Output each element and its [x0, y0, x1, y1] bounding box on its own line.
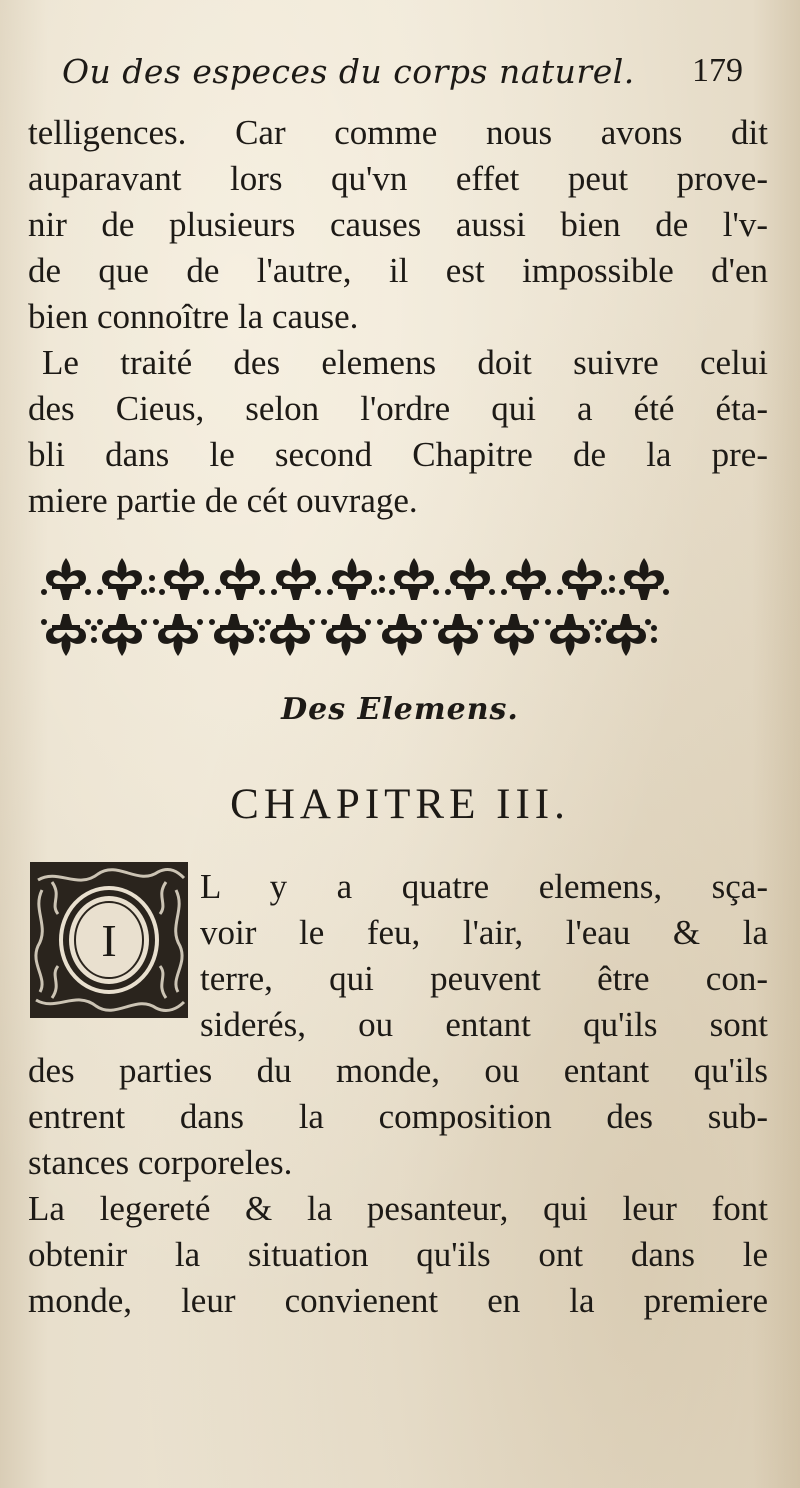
- text-line: stances corporeles.: [28, 1143, 293, 1182]
- paragraph-3: [28, 1048, 768, 1186]
- page-number: 179: [692, 52, 743, 89]
- drop-cap: [28, 860, 190, 1020]
- text-line: La legereté & la pesanteur, qui leur font: [28, 1189, 768, 1228]
- chapter-heading: CHAPITRE III.: [230, 781, 570, 828]
- paragraph-1: [28, 110, 768, 340]
- text-line: bien connoître la cause.: [28, 297, 359, 336]
- running-head: Ou des especes du corps naturel.: [62, 52, 635, 91]
- fleuron-band-icon: [36, 552, 686, 664]
- section-title: Des Elemens.: [281, 692, 519, 727]
- text-line: bli dans le second Chapitre de la pre-: [28, 435, 768, 474]
- text-line: Le traité des elemens doit suivre celui: [42, 343, 768, 382]
- text-line: entrent dans la composition des sub-: [28, 1097, 768, 1136]
- text-line: nir de plusieurs causes aussi bien de l'v-: [28, 205, 768, 244]
- paragraph-2: [28, 340, 768, 524]
- drop-cap-letter: I: [101, 914, 117, 966]
- paragraph-3-beside-initial: [200, 864, 768, 1048]
- text-line: terre, qui peuvent être con-: [200, 959, 768, 998]
- text-line: des parties du monde, ou entant qu'ils: [28, 1051, 768, 1090]
- text-line: siderés, ou entant qu'ils sont: [200, 1005, 768, 1044]
- text-line: obtenir la situation qu'ils ont dans le: [28, 1235, 768, 1274]
- text-line: auparavant lors qu'vn effet peut prove-: [28, 159, 768, 198]
- paragraph-4: [28, 1186, 768, 1324]
- text-line: de que de l'autre, il est impossible d'en: [28, 251, 768, 290]
- text-line: telligences. Car comme nous avons dit: [28, 113, 768, 152]
- text-line: voir le feu, l'air, l'eau & la: [200, 913, 768, 952]
- text-line: monde, leur convienent en la premiere: [28, 1281, 768, 1320]
- text-line: des Cieus, selon l'ordre qui a été éta-: [28, 389, 768, 428]
- text-line: L y a quatre elemens, sça-: [200, 867, 768, 906]
- text-line: miere partie de cét ouvrage.: [28, 481, 418, 520]
